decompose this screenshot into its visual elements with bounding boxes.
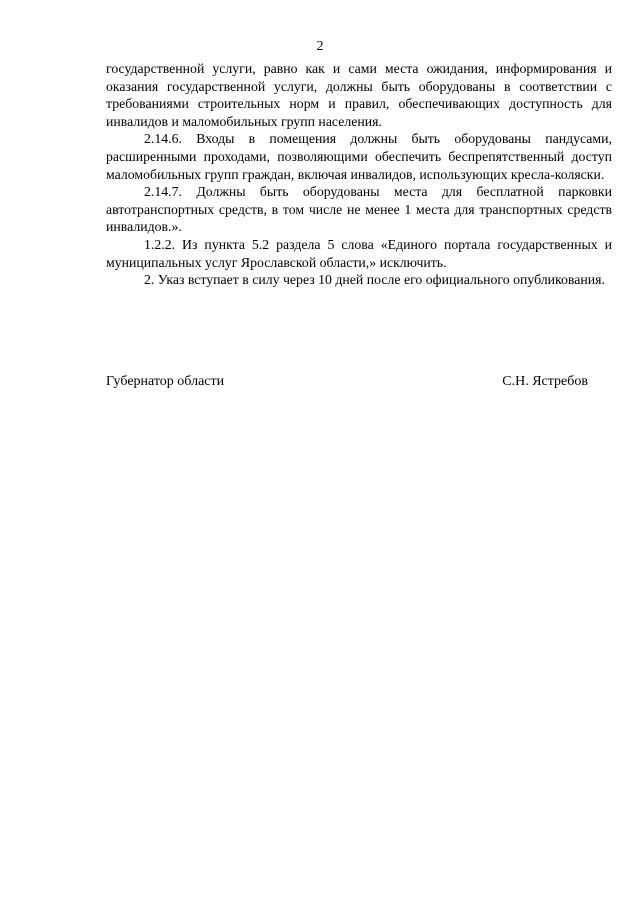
signature-block xyxy=(106,373,588,391)
page-number: 2 xyxy=(316,39,324,54)
signatory-position: Губернатор области xyxy=(106,374,225,389)
paragraph-2-14-6: 2.14.6. Входы в помещения должны быть оборудованы пандусами, расширенными проходами, позволяющими обеспечить беспрепятственный доступ маломобильных групп граждан, включая инвалидов, использующих кресла-коляски. xyxy=(106,131,612,182)
paragraph-2-effective-date: 2. Указ вступает в силу через 10 дней после его официального опубликования. xyxy=(144,272,605,288)
paragraph-continuation: государственной услуги, равно как и сами места ожидания, информирования и оказания государственной услуги, должны быть оборудованы в соответствии с требованиями строительных норм и правил, обеспечивающих доступность для инвалидов и маломобильных групп населения. xyxy=(106,61,612,129)
paragraph-2-14-7: 2.14.7. Должны быть оборудованы места для бесплатной парковки автотранспортных средств, в том числе не менее 1 места для транспортных средств инвалидов.». xyxy=(106,184,612,235)
document-body xyxy=(106,60,612,289)
signatory-name: С.Н. Ястребов xyxy=(502,374,588,389)
paragraph-1-2-2: 1.2.2. Из пункта 5.2 раздела 5 слова «Единого портала государственных и муниципальных услуг Ярославской области,» исключить. xyxy=(106,236,612,270)
